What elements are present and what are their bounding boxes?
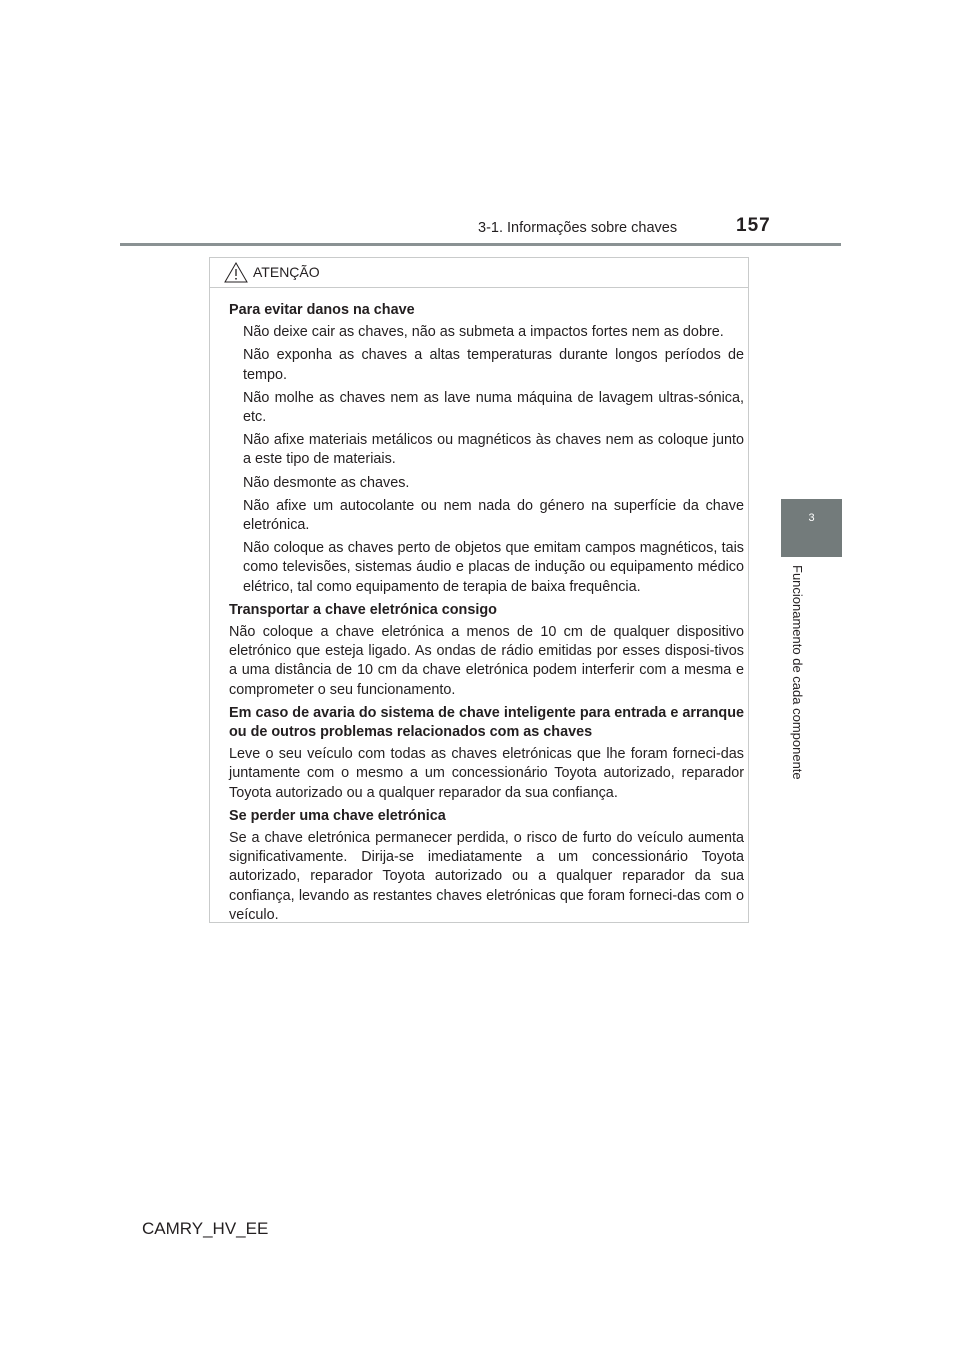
warning-body xyxy=(229,301,744,929)
warning-header xyxy=(210,258,748,288)
list-item: Não afixe um autocolante ou nem nada do género na superfície da chave eletrónica. xyxy=(243,497,744,534)
page-number: 157 xyxy=(736,215,771,236)
list-item: Não desmonte as chaves. xyxy=(243,474,410,491)
warning-title: ATENÇÃO xyxy=(253,264,320,280)
warning-triangle-icon xyxy=(224,262,248,283)
chapter-label-text: Funcionamento de cada componente xyxy=(790,565,805,780)
heading-avoid-damage: Para evitar danos na chave xyxy=(229,302,415,318)
heading-malfunction: Em caso de avaria do sistema de chave inteligente para entrada e arranque ou de outros problemas relacionados com as chaves xyxy=(229,704,744,741)
paragraph-malfunction: Leve o seu veículo com todas as chaves eletrónicas que lhe foram forneci-das juntamente com o mesmo a um concessionário Toyota autorizado, reparador Toyota autorizado ou a qualquer reparador da sua confiança. xyxy=(229,746,744,801)
chapter-number: 3 xyxy=(808,512,815,524)
list-item: Não coloque as chaves perto de objetos que emitam campos magnéticos, tais como televisões, sistemas áudio e placas de indução ou equipamento médico elétrico, tal como equipamento de terapia de baixa frequência. xyxy=(243,540,744,595)
paragraph-lost-key: Se a chave eletrónica permanecer perdida, o risco de furto do veículo aumenta significativamente. Dirija-se imediatamente a um concessionário Toyota autorizado, reparador Toyota autorizado ou a qualquer reparador da sua confiança, levando as restantes chaves eletrónicas que foram forneci-das com o veículo. xyxy=(229,830,744,923)
section-title: 3-1. Informações sobre chaves xyxy=(478,220,678,236)
list-item: Não exponha as chaves a altas temperaturas durante longos períodos de tempo. xyxy=(243,347,744,383)
model-code: CAMRY_HV_EE xyxy=(142,1219,269,1238)
list-item: Não molhe as chaves nem as lave numa máquina de lavagem ultras-sónica, etc. xyxy=(243,389,744,426)
paragraph-carry-key: Não coloque a chave eletrónica a menos de 10 cm de qualquer dispositivo eletrónico que esteja ligado. As ondas de rádio emitidas por esses disposi-tivos a uma distância de 10 cm da chave eletrónica podem interferir com a mesma e comprometer o seu funcionamento. xyxy=(229,624,744,698)
chapter-label xyxy=(790,565,804,805)
heading-carry-key: Transportar a chave eletrónica consigo xyxy=(229,601,497,618)
list-item: Não deixe cair as chaves, não as submeta a impactos fortes nem as dobre. xyxy=(243,324,724,341)
chapter-tab xyxy=(781,499,842,557)
header-divider xyxy=(120,243,841,246)
heading-lost-key: Se perder uma chave eletrónica xyxy=(229,807,446,824)
list-item: Não afixe materiais metálicos ou magnéticos às chaves nem as coloque junto a este tipo de materiais. xyxy=(243,432,744,468)
warning-box xyxy=(209,257,749,923)
